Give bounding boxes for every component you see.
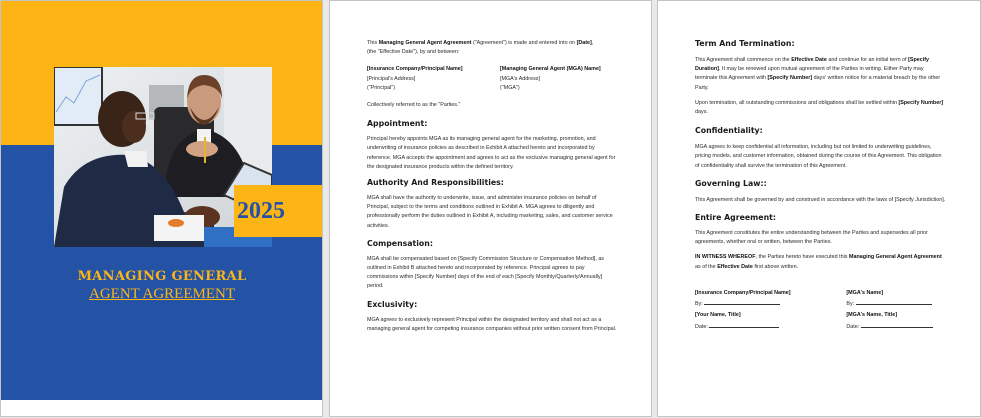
witness-effective-date: Effective Date — [717, 263, 753, 270]
year-badge — [234, 185, 323, 237]
section-heading-exclusivity: Exclusivity: — [367, 299, 418, 309]
term-text: Upon termination, all outstanding commissions and obligations shall be settled within — [695, 99, 899, 106]
intro-text-line2: (the "Effective Date"), by and between: — [367, 49, 460, 56]
cover-year: 2025 — [237, 197, 285, 224]
section-body-compensation: MGA shall be compensated based on [Specify Commission Structure or Compensation Method], as outlined in Exhibit B attached hereto and incorporated by reference. Principal agrees to pay commissions within [Specify Number] days of the end of each [Specify Monthly/Quarterly/Annually] period. — [367, 255, 605, 290]
parties-block — [367, 65, 617, 93]
section-body-authority: MGA shall have the authority to underwrite, issue, and administer insurance policies on behalf of Principal, subject to the terms and conditions outlined in Exhibit A. MGA agrees to diligently and professionally perform the duties outlined in Exhibit A, including marketing, sales, and customer service activities. — [367, 195, 613, 229]
term-duration-placeholder: [Specify Duration] — [695, 57, 930, 73]
signature-block — [695, 288, 946, 333]
section-heading-entire-agreement: Entire Agreement: — [695, 213, 776, 223]
section-heading-compensation: Compensation: — [367, 238, 433, 248]
intro-bold-title: Managing General Agent Agreement — [378, 40, 472, 46]
cover-page — [0, 0, 323, 417]
sig-principal-date-line[interactable] — [709, 322, 779, 328]
sig-mga-date-label: Date: — [846, 323, 860, 330]
term-number-placeholder: [Specify Number] — [767, 75, 813, 82]
principal-alias: ("Principal") — [367, 84, 396, 91]
term-paragraph-1 — [695, 56, 946, 93]
term-days-placeholder: [Specify Number] — [898, 99, 944, 106]
section-body-exclusivity: MGA agrees to exclusively represent Principal within the designated territory and shall not act as a managing general agent for competing insurance companies without prior written consent from Principal. — [367, 316, 617, 332]
cover-title-line2 — [1, 286, 323, 303]
sig-mga-date-line[interactable] — [861, 322, 933, 328]
section-heading-authority: Authority And Responsibilities: — [367, 178, 504, 188]
witness-text: , the Parties hereto have executed this — [755, 254, 849, 261]
principal-address: [Principal's Address] — [367, 75, 416, 82]
intro-paragraph — [367, 39, 617, 57]
section-heading-term: Term And Termination: — [695, 39, 795, 48]
term-text: This Agreement shall commence on the — [695, 57, 792, 63]
witness-lead: IN WITNESS WHEREOF — [695, 254, 756, 261]
page3-content — [695, 39, 946, 333]
cover-title-line2-text: AGENT AGREEMENT — [89, 286, 235, 302]
witness-text: first above written. — [752, 263, 799, 270]
party-principal — [367, 65, 492, 93]
term-paragraph-2 — [695, 99, 946, 117]
section-heading-appointment: Appointment: — [367, 119, 428, 129]
signature-principal — [695, 288, 846, 333]
mga-alias: ("MGA") — [500, 84, 520, 91]
sig-principal-title: [Your Name, Title] — [695, 312, 741, 319]
sig-mga-title: [MGA's Name, Title] — [846, 312, 897, 319]
sig-mga-by-label: By: — [846, 301, 855, 308]
mga-address: [MGA's Address] — [500, 75, 540, 82]
sig-mga-name: [MGA's Name] — [846, 289, 884, 296]
term-text: days' written notice for a material breach by the other Party. — [695, 75, 941, 91]
section-heading-confidentiality: Confidentiality: — [695, 126, 763, 136]
sig-principal-date-label: Date: — [695, 323, 708, 330]
sig-mga-by-line[interactable] — [856, 299, 932, 305]
sig-principal-by-line[interactable] — [704, 299, 780, 305]
section-body-governing-law: This Agreement shall be governed by and construed in accordance with the laws of [Specify Jurisdiction]. — [695, 196, 946, 203]
term-effective-date: Effective Date — [791, 57, 827, 63]
mga-name: [Managing General Agent (MGA) Name] — [500, 66, 601, 73]
term-text: and continue for an initial term of — [826, 57, 909, 63]
signature-mga — [846, 288, 946, 333]
section-body-entire-agreement: This Agreement constitutes the entire understanding between the Parties and supersedes all prior agreements, whether oral or written, between the Parties. — [695, 230, 928, 246]
cover-title-line1: MANAGING GENERAL — [77, 269, 247, 284]
intro-text: , — [591, 40, 594, 46]
intro-text: This — [367, 40, 379, 46]
section-heading-governing-law: Governing Law:: — [695, 178, 767, 188]
section-body-confidentiality: MGA agrees to keep confidential all information, including but not limited to underwriting guidelines, pricing models, and customer information, obtained during the course of this Agreement. This obligation of confidentiality shall survive the termination of this Agreement. — [695, 144, 942, 169]
sig-principal-name: [Insurance Company/Principal Name] — [695, 289, 791, 296]
term-text: days. — [695, 109, 708, 116]
section-body-appointment: Principal hereby appoints MGA as its managing general agent for the marketing, promotion, and underwriting of insurance policies as described in Exhibit A attached hereto and incorporated by reference. MGA accepts the appointment and agrees to act as the exclusive managing general agent for the designated insurance products within the defined territory. — [367, 136, 616, 170]
intro-text: ("Agreement") is made and entered into on — [471, 40, 577, 46]
page2-content — [367, 39, 617, 334]
intro-date-placeholder: [Date] — [576, 40, 592, 46]
agreement-page-3 — [657, 0, 981, 417]
party-mga — [492, 65, 617, 93]
sig-principal-by-label: By: — [695, 301, 703, 308]
collectively-text: Collectively referred to as the "Parties." — [367, 102, 461, 109]
witness-paragraph — [695, 253, 946, 271]
principal-name: [Insurance Company/Principal Name] — [367, 66, 463, 73]
witness-text: as of the — [695, 263, 718, 270]
term-text: . It may be renewed upon mutual agreement of the Parties in writing. Either Party may terminate this Agreement with — [695, 66, 924, 82]
witness-agreement-title: Managing General Agent Agreement — [849, 254, 942, 261]
agreement-page-2 — [329, 0, 652, 417]
